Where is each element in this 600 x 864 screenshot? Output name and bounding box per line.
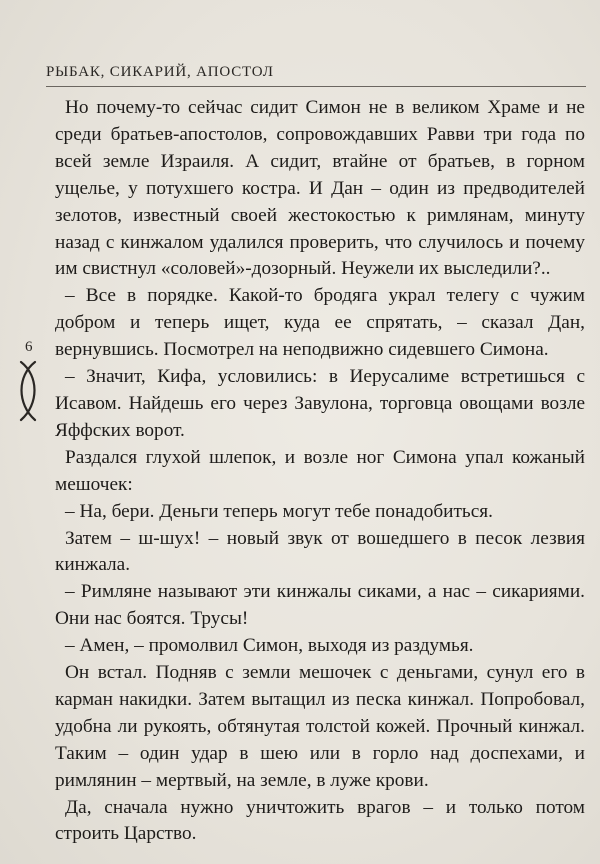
page-number: 6 (25, 339, 33, 355)
paragraph: Но почему-то сейчас сидит Симон не в великом Храме и не среди братьев-апостолов, сопровождавших Равви три года по всей земле Израиля. А сидит, втайне от братьев, в горном ущелье, у потухшего костра. И Дан – один из предводителей зелотов, известный своей жестокостью к римлянам, минуту назад с кинжалом удалился проверить, что случилось и почему им свистнул «соловей»-дозорный. Неужели их выследили?.. (55, 97, 585, 280)
paragraph: – Амен, – промолвил Симон, выходя из раздумья. (65, 635, 474, 657)
body-text (55, 95, 585, 848)
paragraph: – Все в порядке. Какой-то бродяга украл телегу с чужим добром и теперь ищет, куда ее спрятать, – сказал Дан, вернувшись. Посмотрел на неподвижно сидевшего Симона. (55, 285, 585, 361)
ichthys-fish-icon (13, 360, 43, 426)
paragraph: – Значит, Кифа, условились: в Иерусалиме встретишься с Исавом. Найдешь его через Завулона, торговца овощами возле Яффских ворот. (55, 366, 585, 441)
paragraph: Раздался глухой шлепок, и возле ног Симона упал кожаный мешочек: (55, 446, 585, 495)
paragraph: – На, бери. Деньги теперь могут тебе понадобиться. (65, 500, 493, 522)
paragraph: Он встал. Подняв с земли мешочек с деньгами, сунул его в карман накидки. Затем вытащил из песка кинжал. Попробовал, удобна ли рукоять, обтянутая толстой кожей. Прочный кинжал. Таким – один удар в шею или в горло над доспехами, и римлянин – мертвый, на земле, в луже крови. (55, 662, 585, 791)
paragraph: Затем – ш-шух! – новый звук от вошедшего в песок лезвия кинжала. (55, 527, 585, 576)
running-header: РЫБАК, СИКАРИЙ, АПОСТОЛ (46, 64, 274, 80)
header-divider (46, 86, 586, 87)
paragraph: Да, сначала нужно уничтожить врагов – и только потом строить Царство. (55, 796, 585, 845)
paragraph: – Римляне называют эти кинжалы сиками, а нас – сикариями. Они нас боятся. Трусы! (55, 581, 585, 630)
